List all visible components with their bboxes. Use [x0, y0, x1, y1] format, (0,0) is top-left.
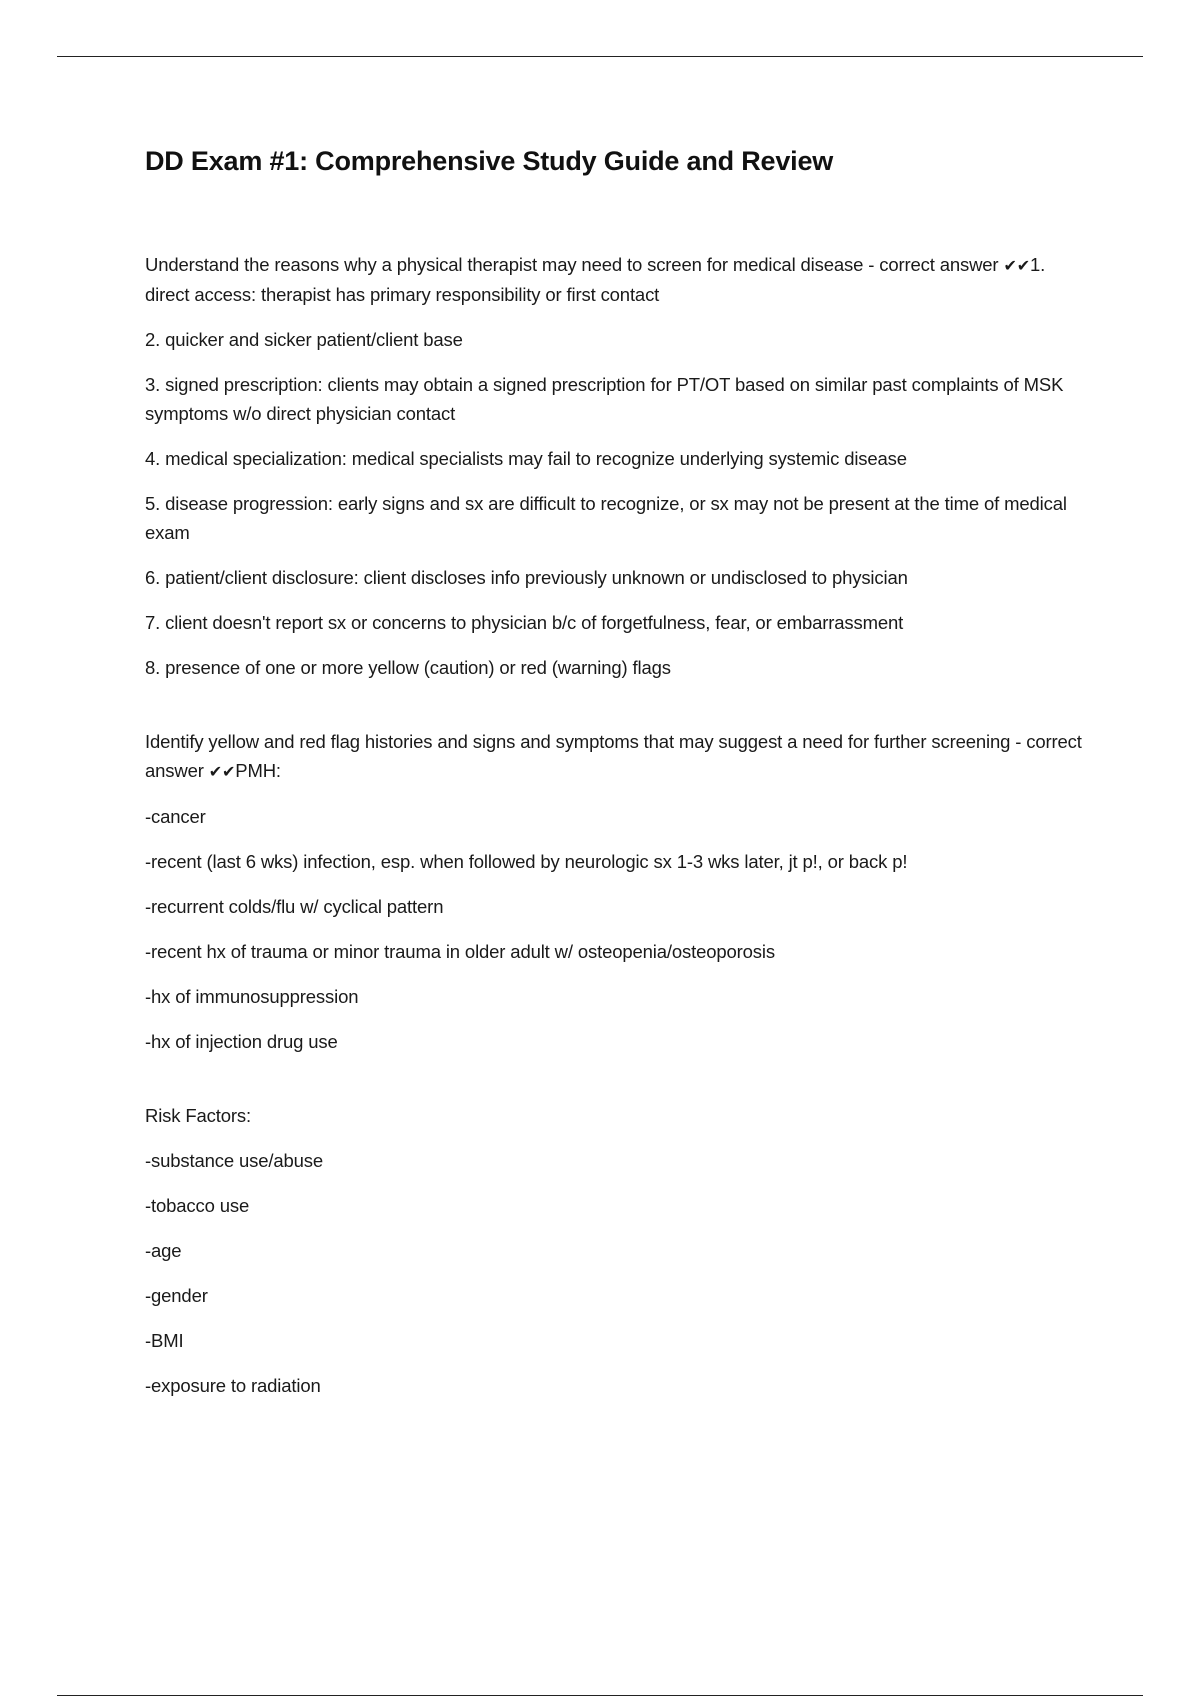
list-item: -exposure to radiation — [145, 1375, 321, 1396]
list-item: 4. medical specialization: medical specialists may fail to recognize underlying systemic disease — [145, 448, 907, 469]
list-item: 6. patient/client disclosure: client discloses info previously unknown or undisclosed to physician — [145, 567, 908, 588]
list-item: -gender — [145, 1285, 208, 1306]
question-text: Understand the reasons why a physical therapist may need to screen for medical disease - correct answer — [145, 254, 999, 275]
risk-factors-heading: Risk Factors: — [145, 1105, 251, 1126]
list-item: 2. quicker and sicker patient/client base — [145, 329, 463, 350]
document-body — [145, 250, 1085, 1416]
list-item: 5. disease progression: early signs and sx are difficult to recognize, or sx may not be present at the time of medical exam — [145, 493, 1067, 543]
list-item: -recurrent colds/flu w/ cyclical pattern — [145, 896, 444, 917]
list-item: -recent (last 6 wks) infection, esp. when followed by neurologic sx 1-3 wks later, jt p!, or back p! — [145, 851, 908, 872]
list-item: -age — [145, 1240, 182, 1261]
answer-text: 1. direct access: therapist has primary responsibility or first contact — [145, 254, 1046, 305]
list-item: -hx of injection drug use — [145, 1031, 338, 1052]
list-item: -recent hx of trauma or minor trauma in older adult w/ osteopenia/osteoporosis — [145, 941, 775, 962]
list-item: 7. client doesn't report sx or concerns to physician b/c of forgetfulness, fear, or embarrassment — [145, 612, 904, 633]
answer-text: PMH: — [235, 760, 281, 781]
list-item: 8. presence of one or more yellow (caution) or red (warning) flags — [145, 657, 671, 678]
list-item: -hx of immunosuppression — [145, 986, 359, 1007]
question-screening-reasons — [145, 250, 1085, 309]
list-item: -cancer — [145, 806, 206, 827]
document-title: DD Exam #1: Comprehensive Study Guide and Review — [145, 146, 834, 176]
question-red-flags — [145, 727, 1085, 786]
check-marks-icon: ✔✔ — [1003, 256, 1030, 275]
list-item: -tobacco use — [145, 1195, 250, 1216]
check-marks-icon: ✔✔ — [208, 762, 236, 781]
list-item: -BMI — [145, 1330, 184, 1351]
bottom-rule — [57, 1695, 1143, 1696]
top-rule — [57, 56, 1143, 57]
list-item: 3. signed prescription: clients may obtain a signed prescription for PT/OT based on similar past complaints of MSK symptoms w/o direct physician contact — [145, 374, 1064, 424]
list-item: -substance use/abuse — [145, 1150, 324, 1171]
question-text: Identify yellow and red flag histories and signs and symptoms that may suggest a need for further screening - correct answer — [145, 731, 1082, 781]
